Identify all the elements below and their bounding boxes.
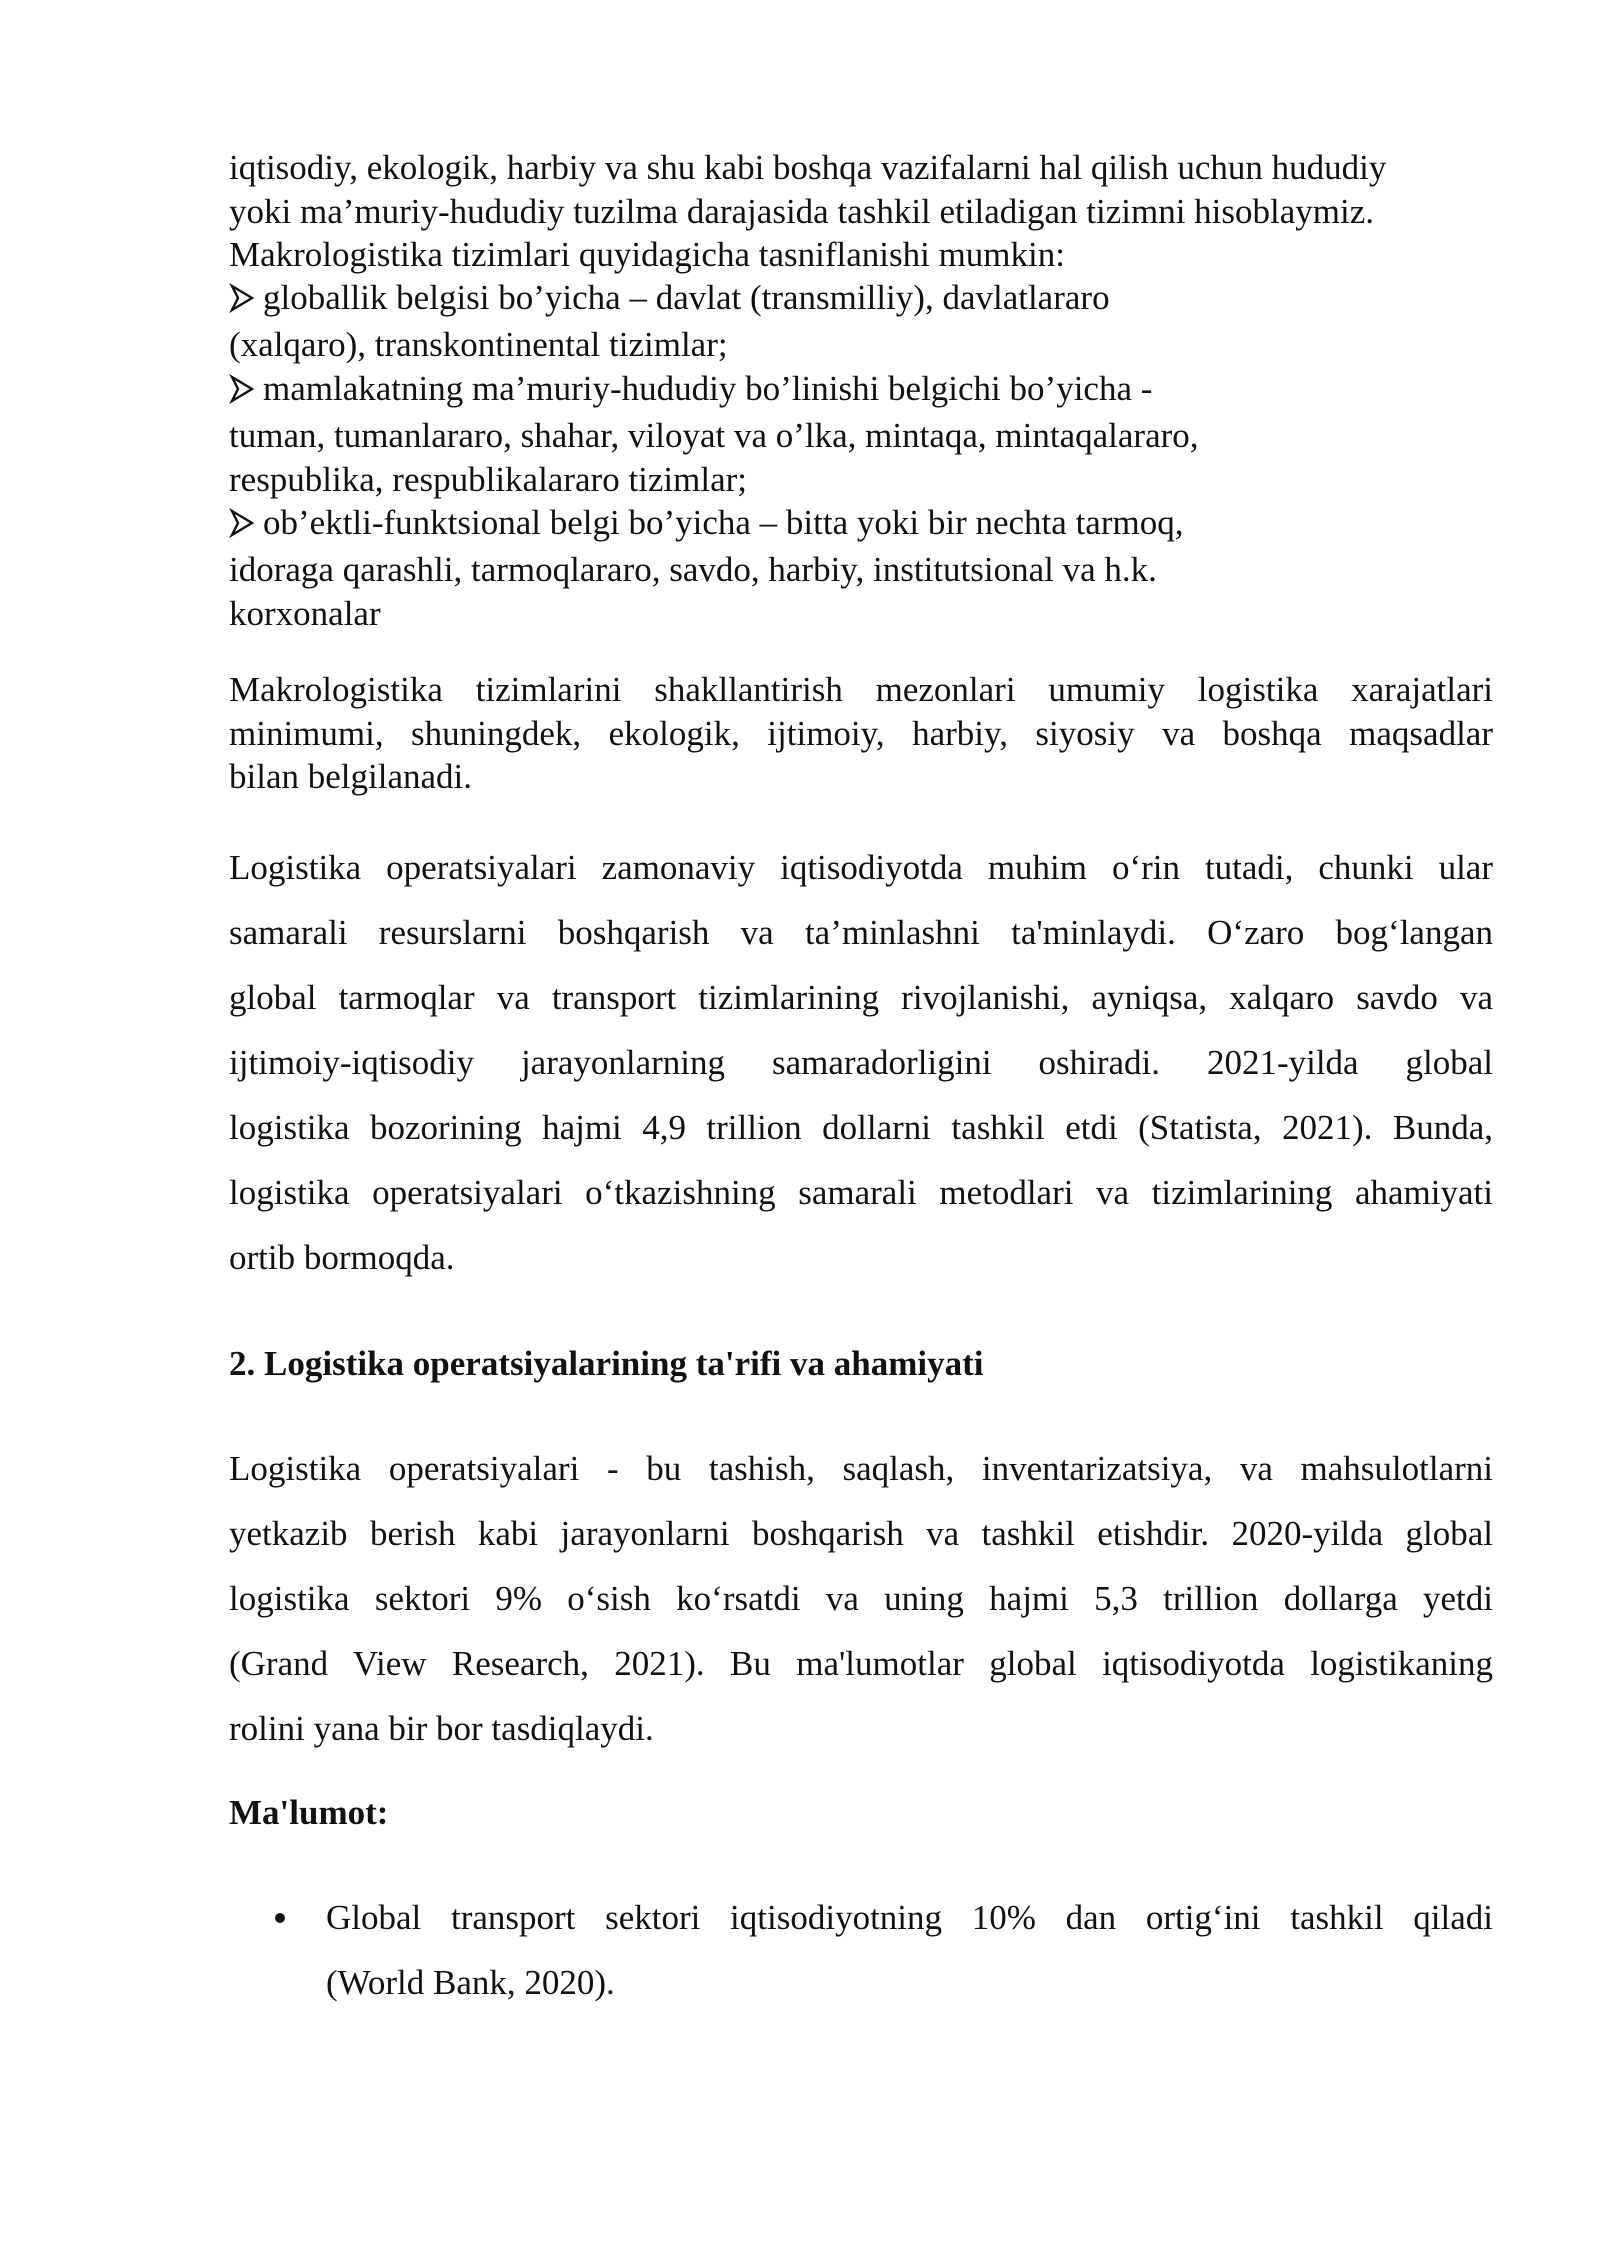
paragraph-line: rolini yana bir bor tasdiqlaydi. [229, 1709, 654, 1748]
classification-item-text: mamlakatning ma’muriy-hududiy bo’linishi belgichi bo’yicha - [263, 368, 1153, 408]
section-heading [229, 1342, 1493, 1385]
info-bullet-item [326, 1885, 1493, 2015]
info-heading: Ma'lumot: [229, 1793, 389, 1832]
classification-item [229, 501, 1493, 548]
paragraph-line: Logistika operatsiyalari - bu tashish, saqlash, inventarizatsiya, va mahsulotlarni [229, 1449, 1493, 1488]
operations-paragraph [229, 835, 1493, 1290]
paragraph-line: Logistika operatsiyalari zamonaviy iqtisodiyotda muhim o‘rin tutadi, chunki ular [229, 848, 1493, 887]
classification-item [229, 367, 1493, 414]
classification-list [229, 276, 1493, 635]
arrowhead-bullet-icon [229, 374, 255, 404]
section-2-heading: 2. Logistika operatsiyalarining ta'rifi va ahamiyati [229, 1344, 984, 1383]
bullet-line: (World Bank, 2020). [326, 1963, 615, 2002]
paragraph-line: ortib bormoqda. [229, 1238, 455, 1277]
classification-item [229, 276, 1493, 323]
intro-line: iqtisodiy, ekologik, harbiy va shu kabi boshqa vazifalarni hal qilish uchun hududiy [229, 148, 1387, 187]
paragraph-line: global tarmoqlar va transport tizimlarining rivojlanishi, ayniqsa, xalqaro savdo va [229, 978, 1493, 1017]
intro-line: yoki ma’muriy-hududiy tuzilma darajasida tashkil etiladigan tizimni hisoblaymiz. [229, 191, 1375, 231]
classification-item-continuation: (xalqaro), transkontinental tizimlar; [229, 325, 728, 365]
paragraph-line: yetkazib berish kabi jarayonlarni boshqarish va tashkil etishdir. 2020-yilda global [229, 1514, 1493, 1553]
bullet-line: Global transport sektori iqtisodiyotning 10% dan ortig‘ini tashkil qiladi [326, 1898, 1493, 1937]
classification-item-continuation: korxonalar [229, 593, 381, 633]
info-heading-block [229, 1791, 1493, 1834]
arrowhead-bullet-icon [229, 508, 255, 538]
section-2-paragraph [229, 1436, 1493, 1761]
intro-paragraph [229, 146, 1493, 277]
paragraph-line: (Grand View Research, 2021). Bu ma'lumotlar global iqtisodiyotda logistikaning [229, 1644, 1493, 1683]
classification-item-continuation: idoraga qarashli, tarmoqlararo, savdo, harbiy, institutsional va h.k. [229, 550, 1157, 590]
classification-item-text: globallik belgisi bo’yicha – davlat (transmilliy), davlatlararo [263, 278, 1110, 317]
paragraph-line: logistika sektori 9% o‘sish ko‘rsatdi va uning hajmi 5,3 trillion dollarga yetdi [229, 1579, 1493, 1618]
criteria-paragraph [229, 668, 1493, 799]
paragraph-line: logistika bozorining hajmi 4,9 trillion dollarni tashkil etdi (Statista, 2021). Bunda, [229, 1108, 1493, 1147]
intro-line: Makrologistika tizimlari quyidagicha tasniflanishi mumkin: [229, 235, 1065, 274]
paragraph-line: Makrologistika tizimlarini shakllantirish mezonlari umumiy logistika xarajatlari [229, 670, 1493, 709]
paragraph-line: logistika operatsiyalari o‘tkazishning samarali metodlari va tizimlarining ahamiyati [229, 1173, 1493, 1212]
paragraph-line: bilan belgilanadi. [229, 757, 472, 796]
paragraph-line: samarali resurslarni boshqarish va ta’minlashni ta'minlaydi. O‘zaro bog‘langan [229, 913, 1493, 952]
classification-item-continuation: respublika, respublikalararo tizimlar; [229, 459, 748, 499]
bullet-dot-icon [275, 1913, 285, 1923]
paragraph-line: minimumi, shuningdek, ekologik, ijtimoiy, harbiy, siyosiy va boshqa maqsadlar [229, 713, 1493, 753]
classification-item-text: ob’ektli-funktsional belgi bo’yicha – bitta yoki bir nechta tarmoq, [263, 503, 1184, 542]
paragraph-line: ijtimoiy-iqtisodiy jarayonlarning samaradorligini oshiradi. 2021-yilda global [229, 1043, 1493, 1082]
classification-item-continuation: tuman, tumanlararo, shahar, viloyat va o’lka, mintaqa, mintaqalararo, [229, 416, 1199, 455]
arrowhead-bullet-icon [229, 283, 255, 313]
